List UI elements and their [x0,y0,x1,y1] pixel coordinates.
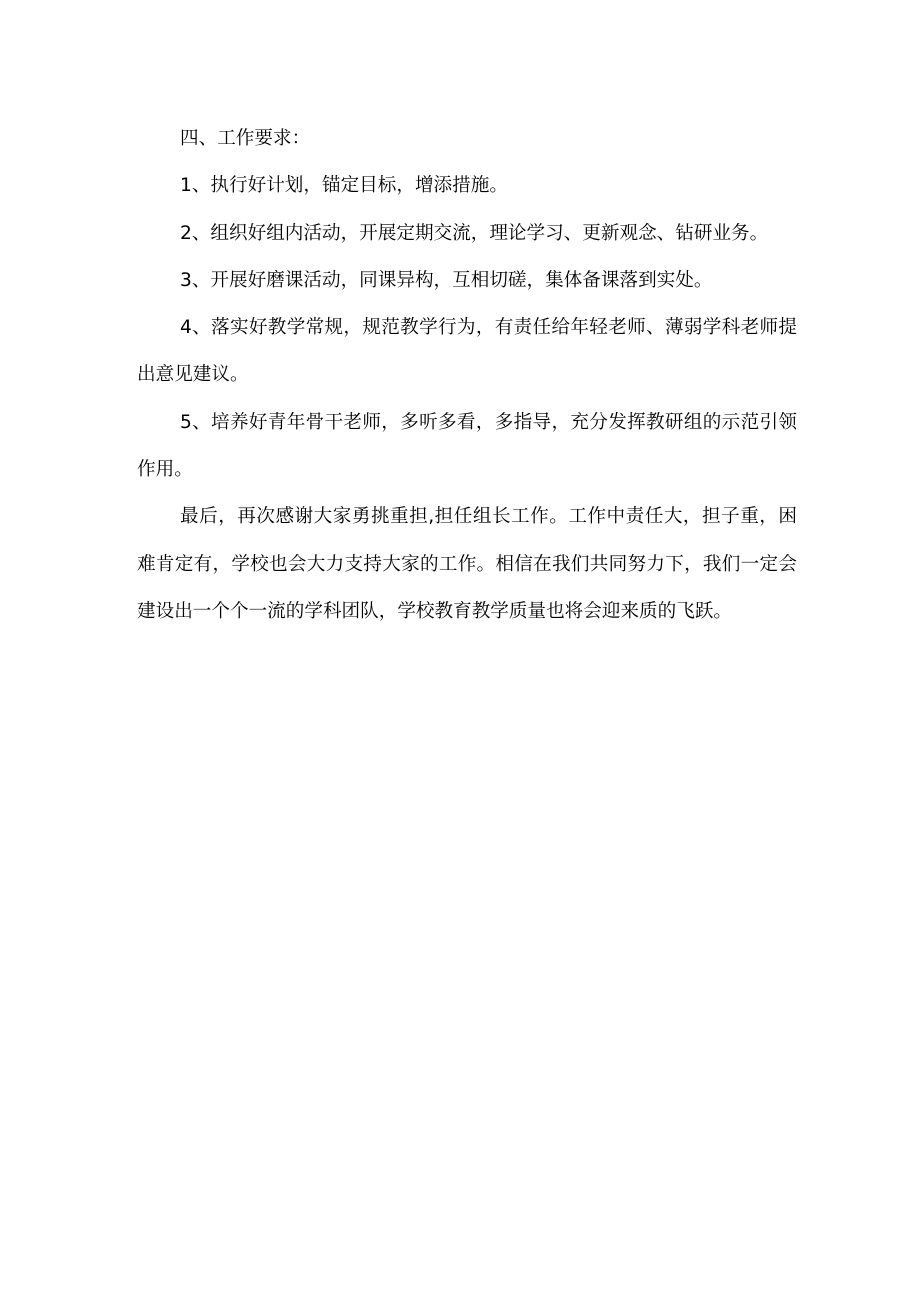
requirement-item-1: 1、执行好计划，锚定目标，增添措施。 [180,175,508,197]
requirement-item-5: 5、培养好青年骨干老师，多听多看，多指导，充分发挥教研组的示范引领作用。 [137,411,797,481]
closing-paragraph: 最后，再次感谢大家勇挑重担,担任组长工作。工作中责任大，担子重，困难肯定有，学校也会大力支持大家的工作。相信在我们共同努力下，我们一定会建设出一个个一流的学科团队，学校教育教学质量也将会迎来质的飞跃。 [137,506,797,622]
requirement-item-4: 4、落实好教学常规，规范教学行为，有责任给年轻老师、薄弱学科老师提出意见建议。 [137,317,797,386]
requirement-item-3: 3、开展好磨课活动，同课异构，互相切磋，集体备课落到实处。 [180,269,713,291]
requirement-item-2: 2、组织好组内活动，开展定期交流，理论学习、更新观念、钻研业务。 [180,222,769,244]
document-body [137,115,797,635]
section-heading: 四、工作要求： [180,128,311,149]
